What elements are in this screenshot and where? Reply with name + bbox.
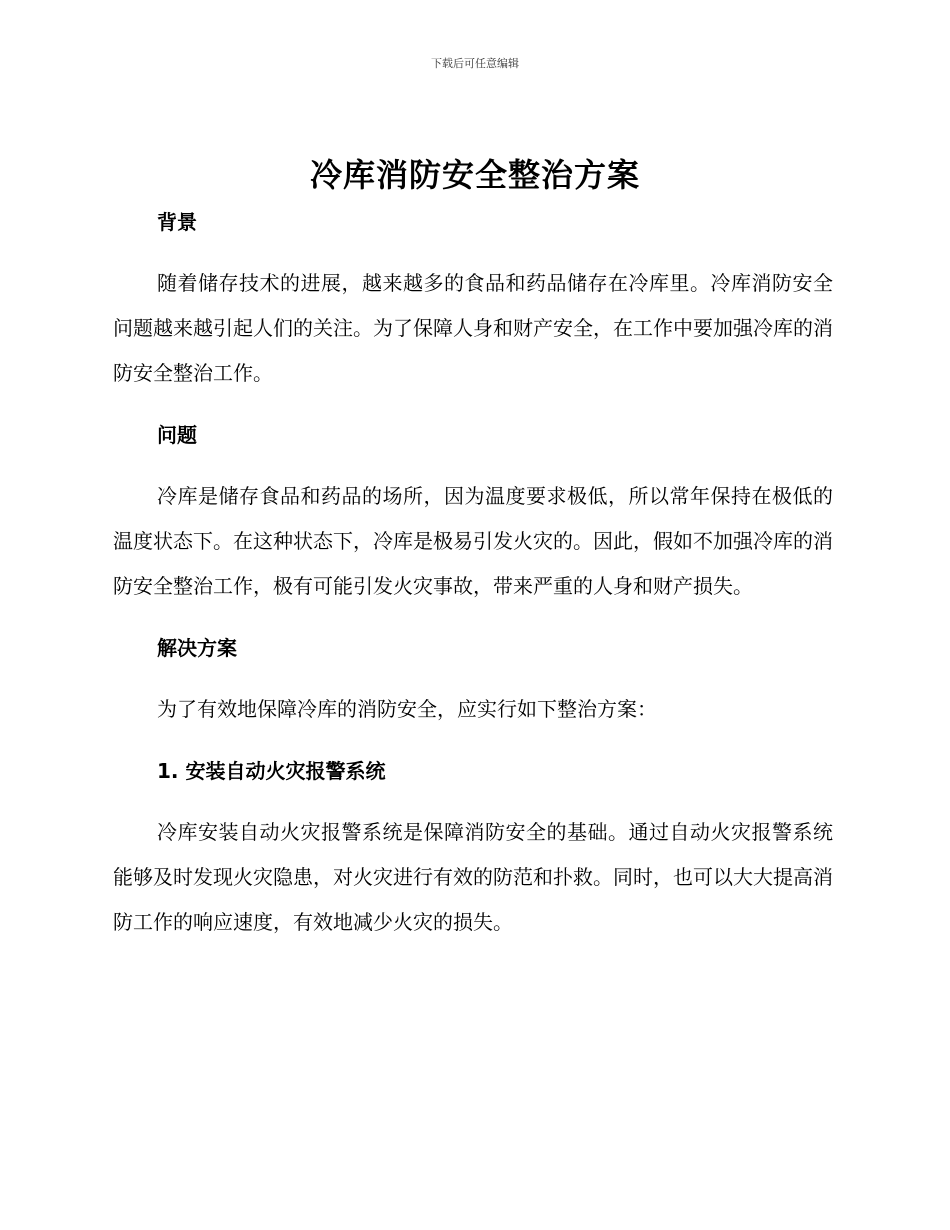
document-title: 冷库消防安全整治方案 bbox=[309, 156, 640, 194]
section-heading-background: 背景 bbox=[157, 210, 197, 234]
paragraph-background: 随着储存技术的进展，越来越多的食品和药品储存在冷库里。冷库消防安全问题越来越引起人们的关注。为了保障人身和财产安全，在工作中要加强冷库的消防安全整治工作。 bbox=[113, 271, 833, 385]
paragraph-solution: 为了有效地保障冷库的消防安全，应实行如下整治方案： bbox=[157, 697, 657, 721]
header-note: 下载后可任意编辑 bbox=[431, 57, 519, 70]
document-body bbox=[113, 205, 833, 945]
section-heading-solution: 解决方案 bbox=[157, 636, 237, 660]
paragraph-fire-alarm: 冷库安装自动火灾报警系统是保障消防安全的基础。通过自动火灾报警系统能够及时发现火灾隐患，对火灾进行有效的防范和扑救。同时，也可以大大提高消防工作的响应速度，有效地减少火灾的损失。 bbox=[113, 820, 833, 934]
paragraph-problem: 冷库是储存食品和药品的场所，因为温度要求极低，所以常年保持在极低的温度状态下。在这种状态下，冷库是极易引发火灾的。因此，假如不加强冷库的消防安全整治工作，极有可能引发火灾事故，带来严重的人身和财产损失。 bbox=[113, 484, 833, 598]
section-heading-fire-alarm: 1. 安装自动火灾报警系统 bbox=[157, 759, 386, 783]
section-heading-problem: 问题 bbox=[157, 423, 197, 447]
